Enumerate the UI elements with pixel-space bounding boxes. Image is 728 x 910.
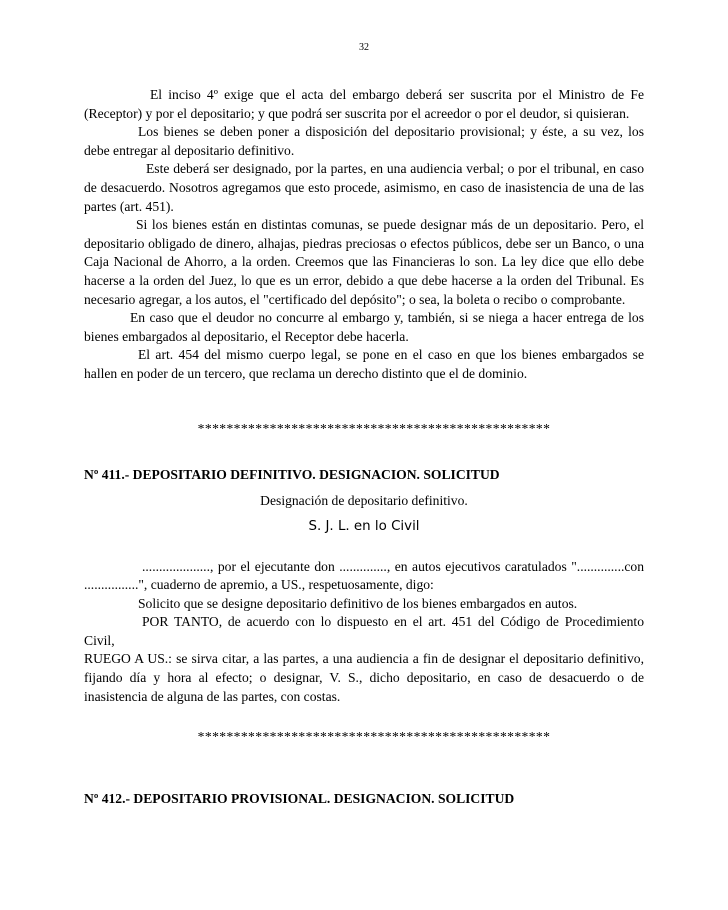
paragraph-deudor-no-concurre: En caso que el deudor no concurre al embargo y, también, si se niega a hacer entrega de los bienes embargados al depositario, el Receptor debe hacerla. [84,310,644,344]
section-411-subtitle: Designación de depositario definitivo. [260,492,468,508]
paragraph-art-454: El art. 454 del mismo cuerpo legal, se pone en el caso en que los bienes embargados se hallen en poder de un tercero, que reclama un derecho distinto que el de dominio. [84,347,644,381]
separator-stars: ************************************************* [197,420,551,436]
paragraph-ejecutante: ...................., por el ejecutante don .............., en autos ejecutivos caratulados "..............con ................", cuaderno de apremio, a US., respetuosamente, digo: [84,558,644,593]
page-number: 32 [359,42,369,53]
section-411-heading: Nº 411.- DEPOSITARIO DEFINITIVO. DESIGNACION. SOLICITUD [84,466,500,482]
paragraph-bienes-disposicion: Los bienes se deben poner a disposición del depositario provisional; y éste, a su vez, los debe entregar al depositario definitivo. [84,124,644,158]
paragraph-designacion: Este deberá ser designado, por la partes, en una audiencia verbal; o por el tribunal, en caso de desacuerdo. Nosotros agregamos que esto procede, asimismo, en caso de inasistencia de una de las partes (art. 451). [84,161,644,214]
paragraph-comunas: Si los bienes están en distintas comunas, se puede designar más de un depositario. Pero, el depositario obligado de dinero, alhajas, piedras preciosas o efectos públicos, debe ser un Banco, o una Caja Nacional de Ahorro, a la orden. Creemos que las Financieras lo son. La ley dice que ello debe hacerse a la orden del Juez, lo que es un error, debido a que debe hacerse a la orden del Tribunal. Es necesario agregar, a los autos, el "certificado del depósito"; o sea, la boleta o recibo o comprobante. [84,217,644,307]
paragraph-ruego: RUEGO A US.: se sirva citar, a las partes, a una audiencia a fin de designar el depositario definitivo, fijando día y hora al efecto; o designar, V. S., dicho depositario, en caso de desacuerdo o de inasistencia de alguna de las partes, con costas. [84,651,644,704]
document-body [84,86,644,808]
separator-stars-2: ************************************************* [197,729,551,745]
section-412-heading: Nº 412.- DEPOSITARIO PROVISIONAL. DESIGNACION. SOLICITUD [84,791,515,807]
paragraph-inciso: El inciso 4º exige que el acta del embargo deberá ser suscrita por el Ministro de Fe (Receptor) y por el depositario; y que podrá ser suscrita por el acreedor o por el deudor, si quisieran. [84,87,644,121]
paragraph-solicito: Solicito que se designe depositario definitivo de los bienes embargados en autos. [138,595,578,611]
paragraph-por-tanto: POR TANTO, de acuerdo con lo dispuesto en el art. 451 del Código de Procedimiento Civil, [84,614,644,648]
court-addressee: S. J. L. en lo Civil [308,518,420,534]
